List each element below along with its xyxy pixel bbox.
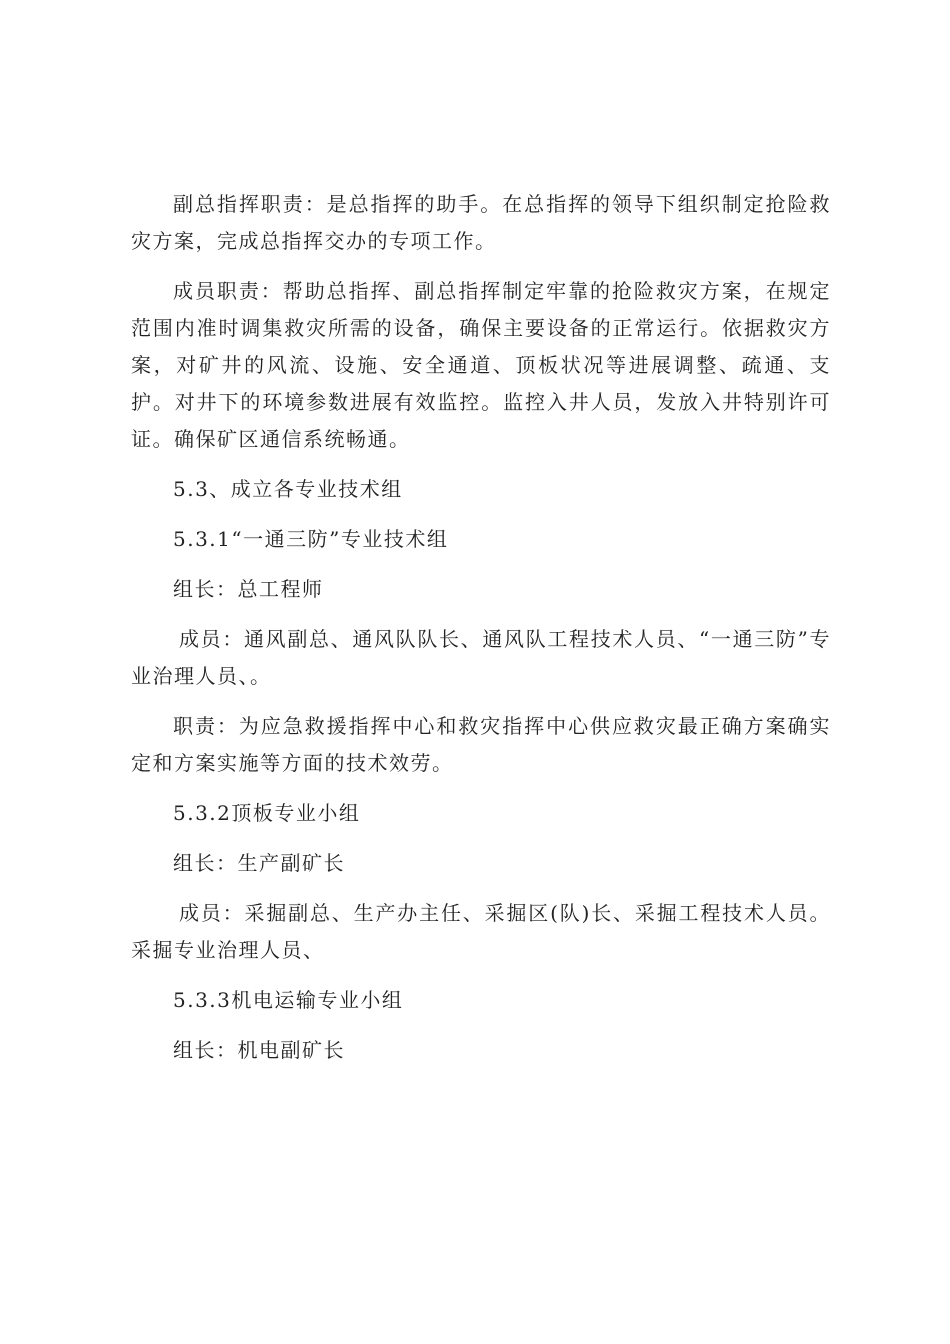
paragraph-duties-5-3-1: 职责：为应急救援指挥中心和救灾指挥中心供应救灾最正确方案确实定和方案实施等方面的技术效劳。	[131, 714, 831, 775]
paragraph-members-5-3-1: 成员：通风副总、通风队队长、通风队工程技术人员、“一通三防”专业治理人员、。	[131, 627, 831, 688]
section-heading-5-3: 5.3、成立各专业技术组	[173, 477, 403, 501]
section-heading-5-3-3: 5.3.3机电运输专业小组	[173, 988, 404, 1012]
paragraph-leader-5-3-2: 组长：生产副矿长	[173, 851, 345, 875]
paragraph-members-5-3-2: 成员：采掘副总、生产办主任、采掘区(队)长、采掘工程技术人员。采掘专业治理人员、	[131, 901, 831, 962]
section-heading-5-3-1: 5.3.1“一通三防”专业技术组	[173, 527, 449, 551]
paragraph-leader-5-3-3: 组长：机电副矿长	[173, 1038, 345, 1062]
paragraph-member-duties: 成员职责：帮助总指挥、副总指挥制定牢靠的抢险救灾方案，在规定范围内准时调集救灾所需的设备，确保主要设备的正常运行。依据救灾方案，对矿井的风流、设施、安全通道、顶板状况等进展调整、疏通、支护。对井下的环境参数进展有效监控。监控入井人员，发放入井特别许可证。确保矿区通信系统畅通。	[131, 279, 831, 451]
section-heading-5-3-2: 5.3.2顶板专业小组	[173, 801, 361, 825]
paragraph-leader-5-3-1: 组长：总工程师	[173, 577, 324, 601]
document-body	[131, 186, 831, 1082]
paragraph-deputy-commander-duties: 副总指挥职责：是总指挥的助手。在总指挥的领导下组织制定抢险救灾方案，完成总指挥交办的专项工作。	[131, 192, 831, 253]
